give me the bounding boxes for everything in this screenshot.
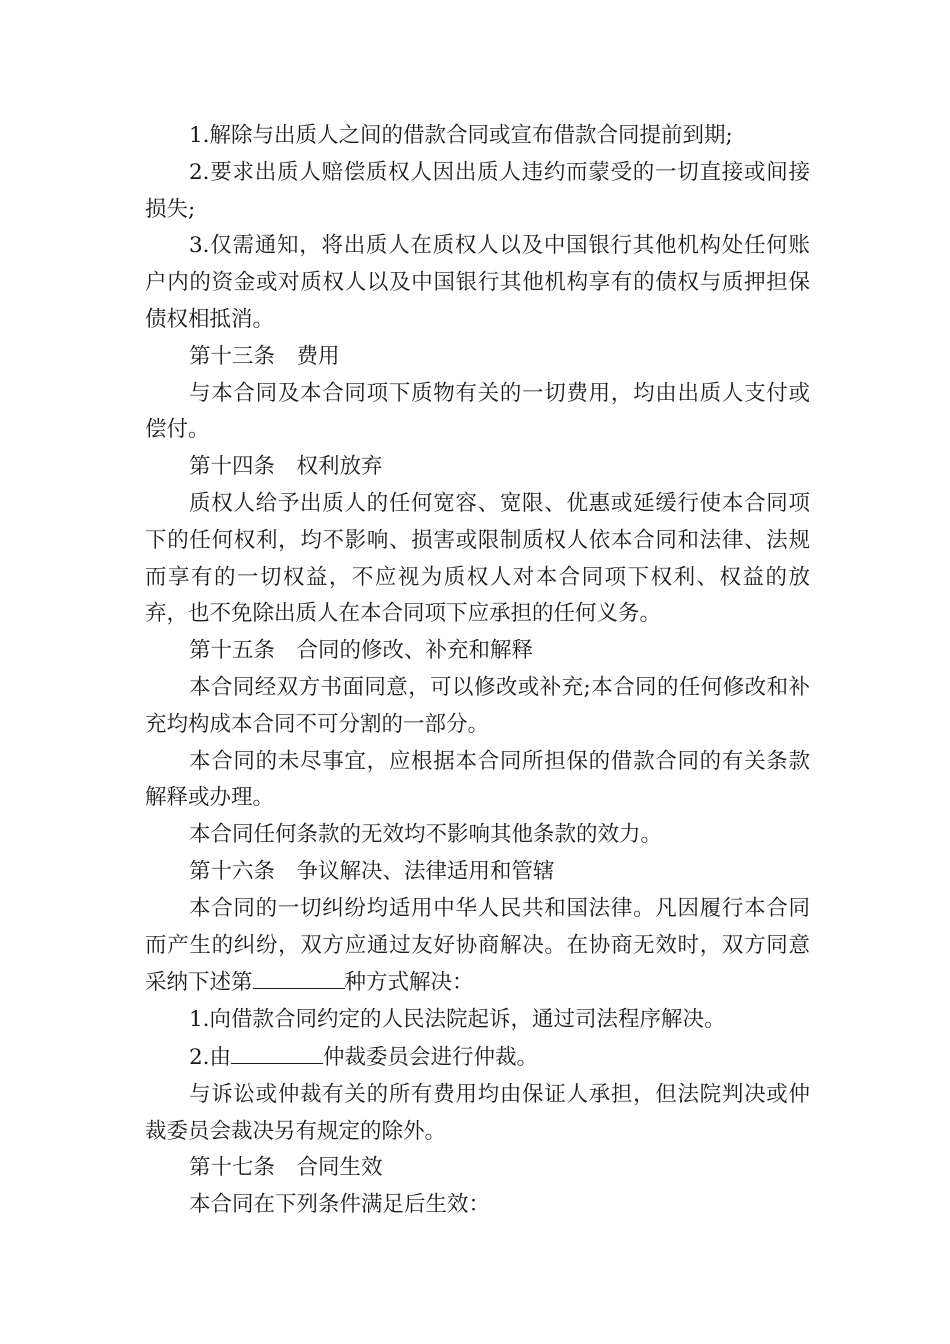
article-14-text: 质权人给予出质人的任何宽容、宽限、优惠或延缓行使本合同项下的任何权利，均不影响、损害或限制质权人依本合同和法律、法规而享有的一切权益，不应视为质权人对本合同项下权利、权益的放弃，也不免除出质人在本合同项下应承担的任何义务。 [145, 490, 810, 627]
clause-item-2: 2.要求出质人赔偿质权人因出质人违约而蒙受的一切直接或间接损失; [145, 159, 810, 222]
article-17-text: 本合同在下列条件满足后生效： [189, 1192, 491, 1218]
dispute-option-2-after: 仲裁委员会进行仲裁。 [323, 1044, 539, 1070]
article-15-text-3: 本合同任何条款的无效均不影响其他条款的效力。 [189, 822, 663, 848]
article-13-text: 与本合同及本合同项下质物有关的一切费用，均由出质人支付或偿付。 [145, 380, 810, 443]
arbitration-commission-blank [231, 1039, 323, 1064]
article-15-heading: 第十五条 合同的修改、补充和解释 [189, 638, 534, 664]
document-body [145, 118, 810, 1224]
dispute-option-1: 1.向借款合同约定的人民法院起诉，通过司法程序解决。 [189, 1007, 726, 1033]
article-17-heading: 第十七条 合同生效 [189, 1155, 383, 1181]
article-15-text-1: 本合同经双方书面同意，可以修改或补充;本合同的任何修改和补充均构成本合同不可分割的一部分。 [145, 674, 810, 737]
article-16-text-before: 本合同的一切纠纷均适用中华人民共和国法律。凡因履行本合同而产生的纠纷，双方应通过友好协商解决。在协商无效时，双方同意采纳下述第 [145, 895, 810, 996]
dispute-cost-text: 与诉讼或仲裁有关的所有费用均由保证人承担，但法院判决或仲裁委员会裁决另有规定的除外。 [145, 1081, 810, 1144]
dispute-option-2 [145, 1039, 810, 1077]
method-number-blank [253, 964, 345, 989]
article-16-heading: 第十六条 争议解决、法律适用和管辖 [189, 858, 555, 884]
article-13-heading: 第十三条 费用 [189, 343, 340, 369]
article-16-text [145, 891, 810, 1002]
clause-item-3: 3.仅需通知，将出质人在质权人以及中国银行其他机构处任何账户内的资金或对质权人以及中国银行其他机构享有的债权与质押担保债权相抵消。 [145, 233, 810, 332]
article-15-text-2: 本合同的未尽事宜，应根据本合同所担保的借款合同的有关条款解释或办理。 [145, 748, 810, 811]
clause-item-1: 1.解除与出质人之间的借款合同或宣布借款合同提前到期; [189, 123, 733, 148]
article-14-heading: 第十四条 权利放弃 [189, 454, 383, 480]
article-16-text-after: 种方式解决： [344, 970, 474, 996]
dispute-option-2-before: 2.由 [189, 1044, 232, 1070]
